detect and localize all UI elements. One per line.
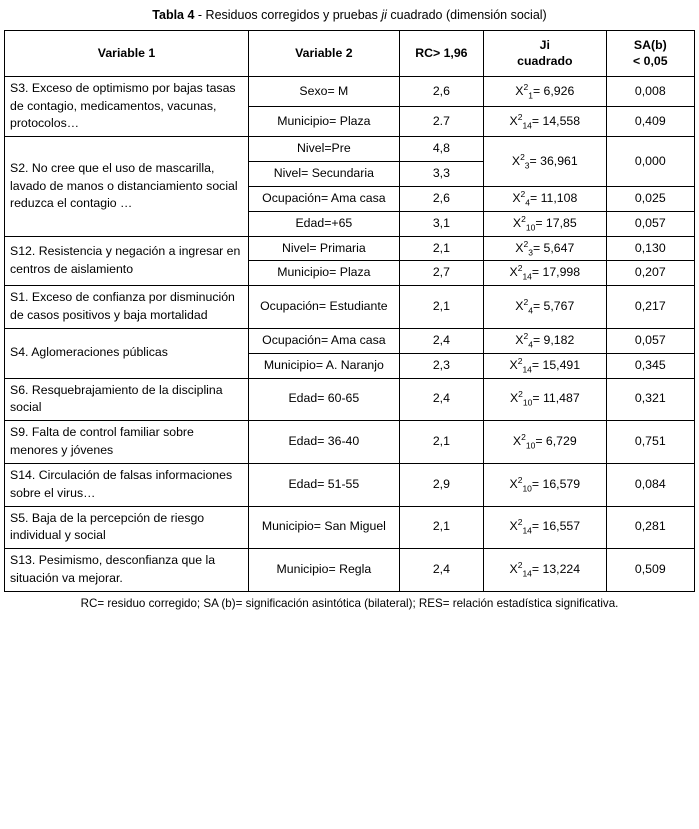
chi-value: = 6,926 [532,83,575,98]
cell-rc: 2,1 [399,286,483,329]
cell-variable2: Municipio= A. Naranjo [249,353,400,378]
chi-subscript: 10 [522,397,533,408]
chi-symbol: $X^2_{10}$ [509,474,532,494]
column-header-rc: RC> 1,96 [399,30,483,76]
table-row [5,286,695,329]
table-row [5,328,695,353]
cell-ji [484,353,607,378]
chi-superscript: 2 [520,151,525,162]
cell-rc: 2,4 [399,378,483,421]
chi-value: = 15,491 [531,357,581,372]
cell-sa: 0,057 [606,211,694,236]
cell-rc: 2,6 [399,76,483,106]
cell-sa: 0,025 [606,186,694,211]
table-row [5,421,695,464]
chi-symbol: $X^2_{10}$ [512,432,536,451]
cell-variable1: S3. Exceso de optimismo por bajas tasas de contagio, medicamentos, vacunas, protocolos… [5,76,249,136]
chi-subscript: 10 [525,222,536,233]
cell-variable2: Ocupación= Ama casa [249,328,400,353]
chi-subscript: 4 [525,197,530,208]
chi-symbol: $X^2_{14}$ [509,111,532,131]
chi-subscript: 14 [522,120,532,131]
column-header-sa-line1: SA(b) [633,37,667,52]
chi-value: = 17,85 [535,215,577,230]
table-row [5,549,695,592]
table-row [5,463,695,506]
column-header-ji-line2: cuadrado [517,54,573,69]
cell-ji [484,328,607,353]
table-caption [4,8,695,24]
cell-variable2: Municipio= Regla [249,549,400,592]
table-row [5,137,695,162]
cell-ji [484,378,607,421]
chi-subscript: 14 [522,271,532,282]
chi-symbol: $X^2_{10}$ [509,389,533,408]
cell-variable2: Nivel= Secundaria [249,162,400,187]
chi-value: = 14,558 [531,113,581,128]
cell-rc: 2,1 [399,506,483,549]
chi-value: = 11,108 [530,190,578,205]
chi-superscript: 2 [517,474,523,485]
column-header-sa-line2: < 0,05 [633,54,668,69]
cell-ji [484,286,607,329]
chi-subscript: 4 [528,339,533,350]
table-row [5,506,695,549]
table-header-row [5,30,695,76]
chi-value: = 5,767 [532,299,575,314]
cell-variable1: S4. Aglomeraciones públicas [5,328,249,378]
cell-variable1: S14. Circulación de falsas informaciones sobre el virus… [5,463,249,506]
cell-variable2: Nivel= Primaria [249,236,400,261]
cell-sa: 0,084 [606,463,694,506]
column-header-ji-line1: Ji [539,37,550,52]
chi-superscript: 2 [523,330,529,341]
cell-sa: 0,217 [606,286,694,329]
chi-superscript: 2 [517,560,523,571]
cell-variable2: Municipio= Plaza [249,261,400,286]
cell-variable2: Ocupación= Estudiante [249,286,400,329]
cell-variable1: S13. Pesimismo, desconfianza que la situación va mejorar. [5,549,249,592]
chi-value: = 16,557 [531,519,581,534]
chi-symbol: $X^2_4$ [512,188,530,208]
chi-superscript: 2 [517,111,523,122]
cell-variable2: Edad= 51-55 [249,463,400,506]
cell-rc: 2,1 [399,236,483,261]
chi-symbol: $X^2_{14}$ [509,263,532,282]
cell-rc: 2,3 [399,353,483,378]
column-header-variable2: Variable 2 [249,30,400,76]
cell-variable2: Edad= 36-40 [249,421,400,464]
cell-rc: 4,8 [399,137,483,162]
cell-variable1: S1. Exceso de confianza por disminución de casos positivos y baja mortalidad [5,286,249,329]
chi-subscript: 3 [524,160,530,171]
chi-symbol: $X^2_1$ [515,81,533,100]
cell-rc: 2,4 [399,328,483,353]
cell-ji [484,506,607,549]
cell-variable2: Municipio= San Miguel [249,506,400,549]
cell-variable2: Ocupación= Ama casa [249,186,400,211]
chi-subscript: 10 [522,483,532,494]
cell-rc: 2.7 [399,107,483,137]
cell-rc: 3,1 [399,211,483,236]
chi-subscript: 4 [528,305,533,316]
chi-superscript: 2 [518,389,523,400]
chi-superscript: 2 [517,517,523,528]
cell-ji [484,107,607,137]
table-caption-text-after: cuadrado (dimensión social) [386,8,547,22]
chi-superscript: 2 [523,81,529,92]
chi-subscript: 3 [528,247,533,258]
chi-symbol: $X^2_4$ [515,297,533,316]
cell-ji [484,137,607,187]
chi-subscript: 10 [525,440,536,451]
cell-sa: 0,409 [606,107,694,137]
table-caption-text-before: Residuos corregidos y pruebas [205,8,382,22]
cell-variable1: S6. Resquebrajamiento de la disciplina social [5,378,249,421]
chi-symbol: $X^2_3$ [515,238,533,258]
chi-superscript: 2 [523,238,529,249]
cell-sa: 0,207 [606,261,694,286]
cell-ji [484,421,607,464]
chi-superscript: 2 [520,188,526,199]
cell-sa: 0,057 [606,328,694,353]
chi-value: = 5,647 [532,240,575,255]
table-header [5,30,695,76]
cell-rc: 3,3 [399,162,483,187]
chi-value: = 17,998 [531,265,581,280]
chi-subscript: 14 [522,568,532,579]
column-header-ji-cuadrado [484,30,607,76]
cell-rc: 2,4 [399,549,483,592]
chi-value: = 13,224 [531,562,581,577]
cell-ji [484,261,607,286]
cell-ji [484,549,607,592]
chi-value: = 11,487 [532,391,580,406]
chi-subscript: 1 [528,89,533,100]
chi-symbol: $X^2_{14}$ [509,355,532,375]
cell-variable2: Edad= 60-65 [249,378,400,421]
chi-superscript: 2 [517,355,523,366]
cell-ji [484,186,607,211]
chi-symbol: $X^2_{14}$ [509,560,532,579]
chi-value: = 6,729 [535,434,577,449]
table-caption-label: Tabla 4 [152,8,195,22]
chi-symbol: $X^2_4$ [515,330,533,350]
cell-sa: 0,281 [606,506,694,549]
chi-subscript: 14 [522,364,532,375]
cell-variable2: Municipio= Plaza [249,107,400,137]
cell-sa: 0,345 [606,353,694,378]
cell-variable2: Edad=+65 [249,211,400,236]
chi-superscript: 2 [521,432,526,443]
table-footnote: RC= residuo corregido; SA (b)= significación asintótica (bilateral); RES= relación estadística significativa. [80,596,619,610]
chi-value: = 36,961 [529,153,578,168]
cell-variable1: S12. Resistencia y negación a ingresar en centros de aislamiento [5,236,249,286]
residuals-chi-square-table [4,30,695,592]
table-row [5,378,695,421]
chi-superscript: 2 [523,297,529,308]
cell-sa: 0,321 [606,378,694,421]
cell-ji [484,236,607,261]
cell-variable2: Sexo= M [249,76,400,106]
chi-symbol: $X^2_{10}$ [512,213,536,233]
cell-rc: 2,6 [399,186,483,211]
column-header-sa [606,30,694,76]
cell-sa: 0,751 [606,421,694,464]
cell-ji [484,211,607,236]
cell-sa: 0,000 [606,137,694,187]
table-caption-dash: - [194,8,206,22]
cell-sa: 0,130 [606,236,694,261]
cell-ji [484,76,607,106]
cell-sa: 0,008 [606,76,694,106]
cell-variable1: S5. Baja de la percepción de riesgo individual y social [5,506,249,549]
chi-value: = 9,182 [532,332,575,347]
chi-value: = 16,579 [531,476,581,491]
chi-superscript: 2 [517,263,523,274]
cell-variable1: S2. No cree que el uso de mascarilla, lavado de manos o distanciamiento social reduzca el contagio … [5,137,249,236]
table-body [5,76,695,591]
cell-ji [484,463,607,506]
table-row [5,76,695,106]
cell-sa: 0,509 [606,549,694,592]
table-caption-italic: ji [381,8,387,22]
cell-rc: 2,7 [399,261,483,286]
chi-symbol: $X^2_3$ [511,151,530,171]
cell-variable2: Nivel=Pre [249,137,400,162]
column-header-variable1: Variable 1 [5,30,249,76]
chi-symbol: $X^2_{14}$ [509,517,532,536]
chi-subscript: 14 [522,525,532,536]
cell-rc: 2,1 [399,421,483,464]
table-row [5,236,695,261]
chi-superscript: 2 [521,213,526,224]
cell-variable1: S9. Falta de control familiar sobre menores y jóvenes [5,421,249,464]
cell-rc: 2,9 [399,463,483,506]
